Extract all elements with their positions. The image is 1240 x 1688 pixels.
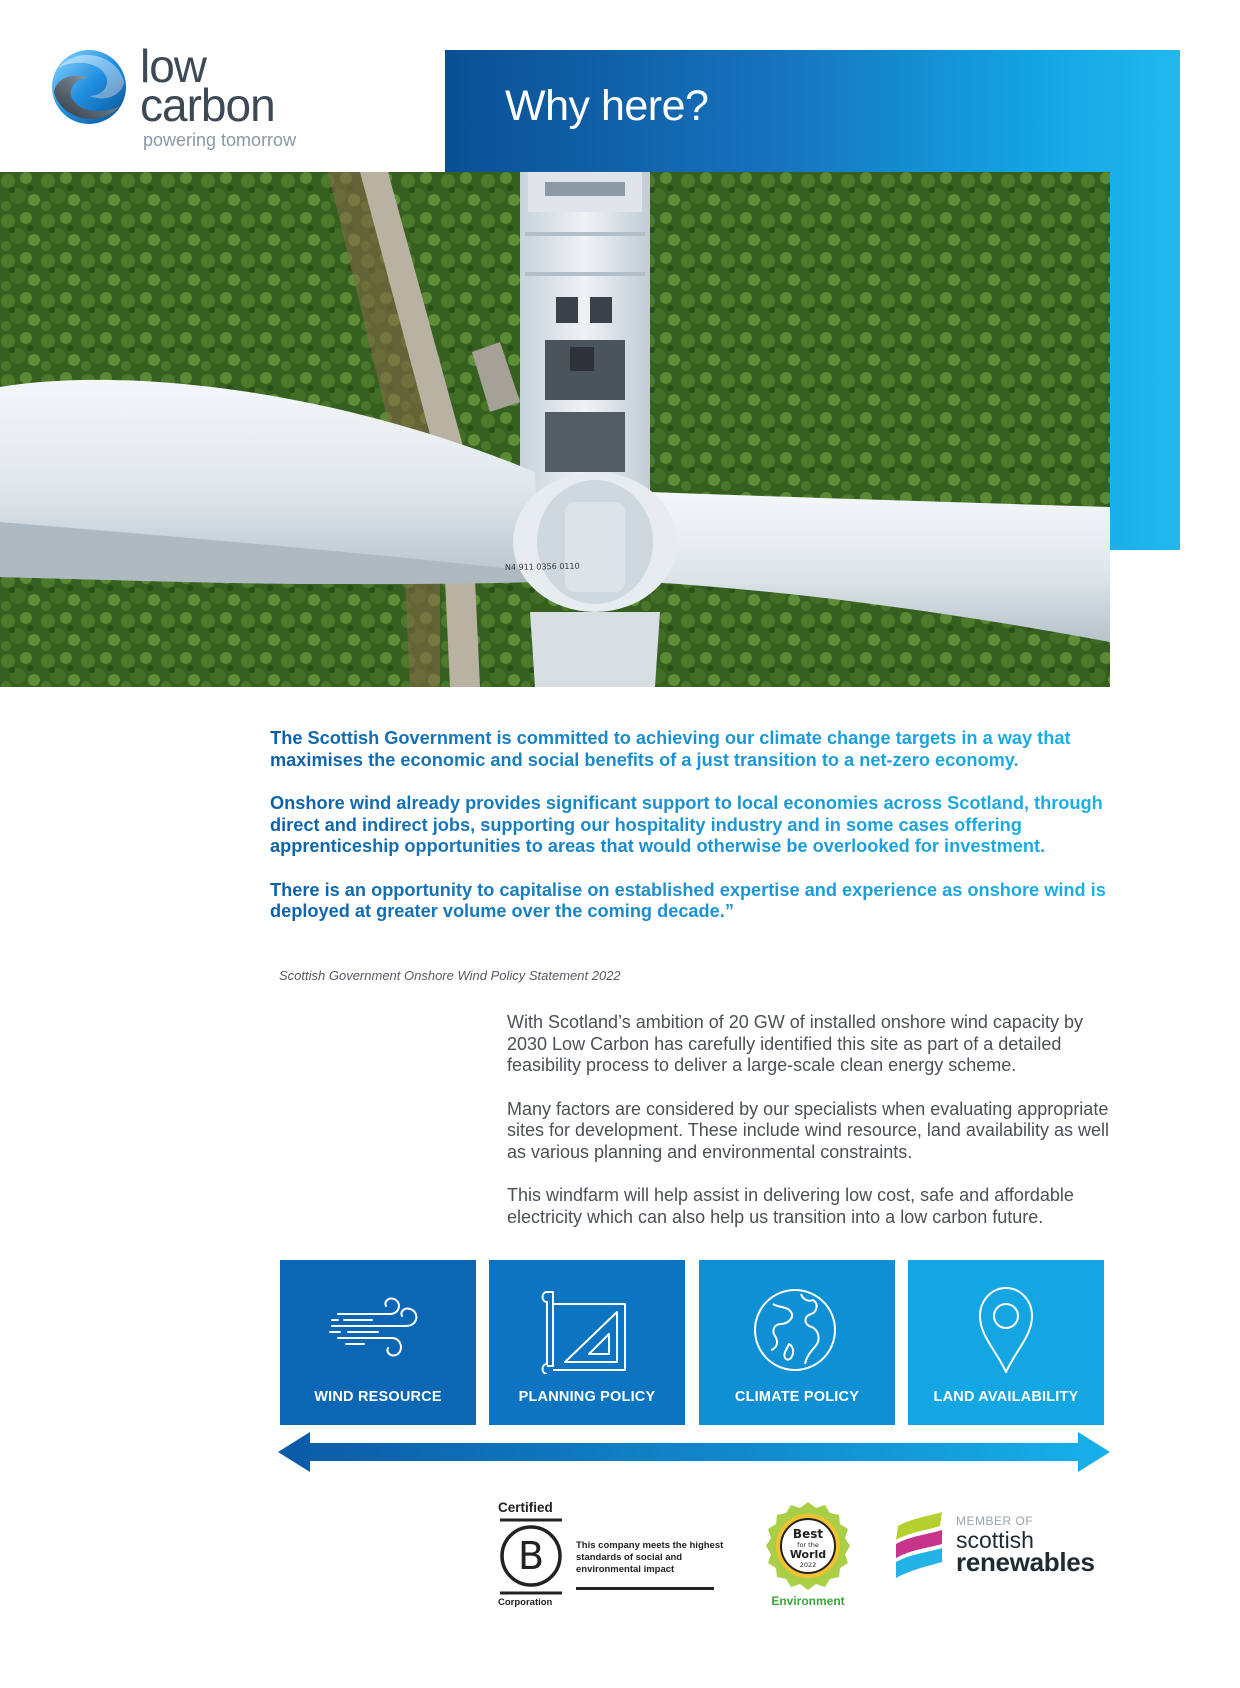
- bcorp-divider: [576, 1587, 714, 1590]
- body-paragraph-3: This windfarm will help assist in delivering low cost, safe and affordable electricity which can also help us transition into a low carbon future.: [507, 1185, 1074, 1227]
- page-title: Why here?: [505, 82, 709, 130]
- wind-icon: [328, 1284, 428, 1374]
- bcorp-certified-text: Certified: [498, 1500, 553, 1515]
- body-copy: [507, 1012, 1127, 1250]
- logo-word-low: low: [140, 40, 207, 92]
- turbine-photo-illustration: [0, 172, 1110, 687]
- blade-serial-text: N4 911 0356 0110: [504, 561, 580, 572]
- tile-wind-resource: [280, 1260, 476, 1425]
- body-paragraph-2: Many factors are considered by our specialists when evaluating appropriate sites for development. These include wind resource, land availability as well as various planning and environmental constraints.: [507, 1098, 1109, 1162]
- bcorp-corporation-text: Corporation: [498, 1597, 553, 1608]
- bftw-category: Environment: [771, 1594, 845, 1608]
- bcorp-logo-icon: [498, 1518, 564, 1596]
- best-for-the-world-badge: [758, 1500, 858, 1610]
- quote-paragraph-2: Onshore wind already provides significant support to local economies across Scotland, through direct and indirect jobs, supporting our hospitality industry and in some cases offering apprenticeship opportunities to areas that would otherwise be overlooked for investment.: [270, 793, 1130, 858]
- low-carbon-logo-mark-icon: [50, 48, 128, 126]
- bftw-line2: for the: [797, 1541, 819, 1549]
- wind-turbine-aerial-photo: [0, 172, 1110, 687]
- logo-word-carbon: carbon: [140, 79, 275, 131]
- globe-icon: [747, 1284, 847, 1374]
- bftw-line3: World: [789, 1548, 827, 1561]
- logo-tagline: powering tomorrow: [143, 130, 297, 150]
- scottish-renewables-badge: [890, 1508, 1130, 1588]
- quote-source: Scottish Government Onshore Wind Policy Statement 2022: [279, 968, 621, 983]
- sr-member-text: MEMBER OF: [956, 1514, 1034, 1528]
- body-paragraph-1: With Scotland’s ambition of 20 GW of installed onshore wind capacity by 2030 Low Carbon has carefully identified this site as part of a detailed feasibility process to deliver a large-scale clean energy scheme.: [507, 1012, 1083, 1075]
- government-quote: [261, 728, 1130, 945]
- tile-label-wind-resource: WIND RESOURCE: [314, 1389, 442, 1405]
- low-carbon-logo: [50, 40, 350, 154]
- quote-paragraph-1: “The Scottish Government is committed to achieving our climate change targets in a way that maximises the economic and social benefits of a just transition to a net-zero economy.: [270, 728, 1130, 771]
- tile-label-planning-policy: PLANNING POLICY: [518, 1389, 656, 1405]
- bftw-line1: Best: [792, 1527, 824, 1541]
- sr-scottish-text: scottish: [956, 1527, 1034, 1553]
- bcorp-badge: [498, 1500, 724, 1620]
- blueprint-icon: [537, 1284, 637, 1374]
- sr-renewables-text: renewables: [956, 1547, 1095, 1577]
- tile-climate-policy: [699, 1260, 895, 1425]
- tile-planning-policy: [489, 1260, 685, 1425]
- double-arrow-icon: [278, 1432, 1110, 1472]
- tile-label-climate-policy: CLIMATE POLICY: [734, 1389, 860, 1405]
- bcorp-letter: B: [517, 1534, 545, 1578]
- tile-label-land-availability: LAND AVAILABILITY: [933, 1389, 1079, 1405]
- tile-land-availability: [908, 1260, 1104, 1425]
- map-pin-icon: [956, 1284, 1056, 1374]
- bftw-year: 2022: [799, 1561, 817, 1569]
- best-for-world-seal-icon: [758, 1500, 858, 1592]
- quote-paragraph-3: There is an opportunity to capitalise on established expertise and experience as onshore wind is deployed at greater volume over the coming decade.”: [270, 880, 1130, 923]
- scottish-renewables-logo-icon: [890, 1510, 948, 1582]
- bcorp-statement: This company meets the highest standards of social and environmental impact: [576, 1540, 724, 1575]
